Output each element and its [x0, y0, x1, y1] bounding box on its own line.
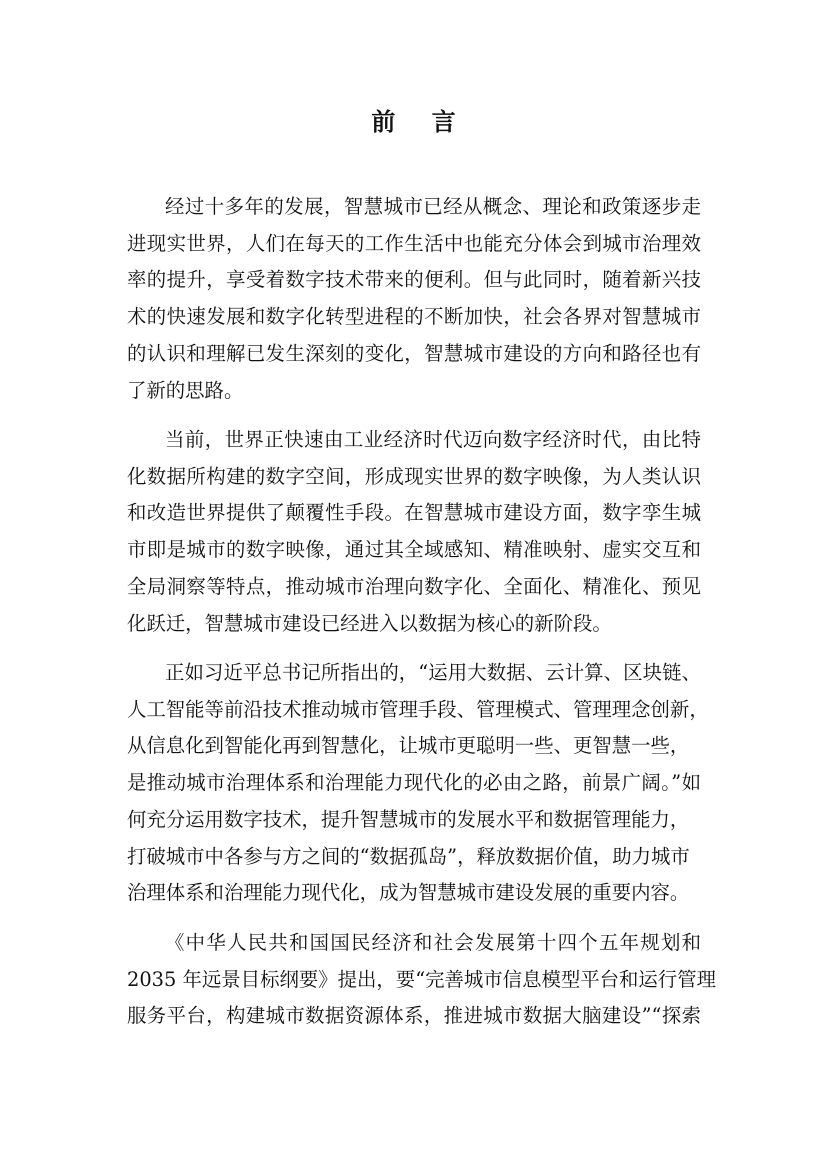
text-line: 率的提升，享受着数字技术带来的便利。但与此同时，随着新兴技 [127, 268, 701, 291]
page-title: 前 言 [371, 108, 470, 136]
text-line: 化数据所构建的数字空间，形成现实世界的数字映像，为人类认识 [127, 465, 701, 488]
text-line: 了新的思路。 [127, 379, 244, 402]
text-line: 人工智能等前沿技术推动城市管理手段、管理模式、管理理念创新， [127, 698, 709, 721]
text-line: 何充分运用数字技术，提升智慧城市的发展水平和数据管理能力， [127, 808, 690, 831]
text-line: 全局洞察等特点，推动城市治理向数字化、全面化、精准化、预见 [127, 575, 701, 598]
text-line: 是推动城市治理体系和治理能力现代化的必由之路，前景广阔。”如 [127, 771, 701, 794]
text-line: 的认识和理解已发生深刻的变化，智慧城市建设的方向和路径也有 [127, 342, 701, 365]
text-line: 从信息化到智能化再到智慧化，让城市更聪明一些、更智慧一些， [127, 734, 690, 757]
text-line: 正如习近平总书记所指出的，“运用大数据、云计算、区块链、 [165, 661, 701, 684]
text-line: 经过十多年的发展，智慧城市已经从概念、理论和政策逐步走 [165, 195, 701, 218]
text-line: 服务平台，构建城市数据资源体系，推进城市数据大脑建设”“探索 [127, 1004, 701, 1027]
text-line: 治理体系和治理能力现代化，成为智慧城市建设发展的重要内容。 [127, 881, 690, 904]
text-line: 当前，世界正快速由工业经济时代迈向数字经济时代，由比特 [165, 428, 701, 451]
text-line: 化跃迁，智慧城市建设已经进入以数据为核心的新阶段。 [127, 612, 612, 635]
text-line: 市即是城市的数字映像，通过其全域感知、精准映射、虚实交互和 [127, 538, 701, 561]
text-line: 2035 年远景目标纲要》提出，要“完善城市信息模型平台和运行管理 [127, 968, 716, 991]
text-line: 和改造世界提供了颠覆性手段。在智慧城市建设方面，数字孪生城 [127, 501, 701, 524]
text-line: 进现实世界，人们在每天的工作生活中也能充分体会到城市治理效 [127, 232, 701, 255]
text-line: 打破城市中各参与方之间的“数据孤岛”，释放数据价值，助力城市 [127, 845, 690, 868]
text-line: 《中华人民共和国国民经济和社会发展第十四个五年规划和 [165, 931, 701, 954]
text-line: 术的快速发展和数字化转型进程的不断加快，社会各界对智慧城市 [127, 305, 701, 328]
